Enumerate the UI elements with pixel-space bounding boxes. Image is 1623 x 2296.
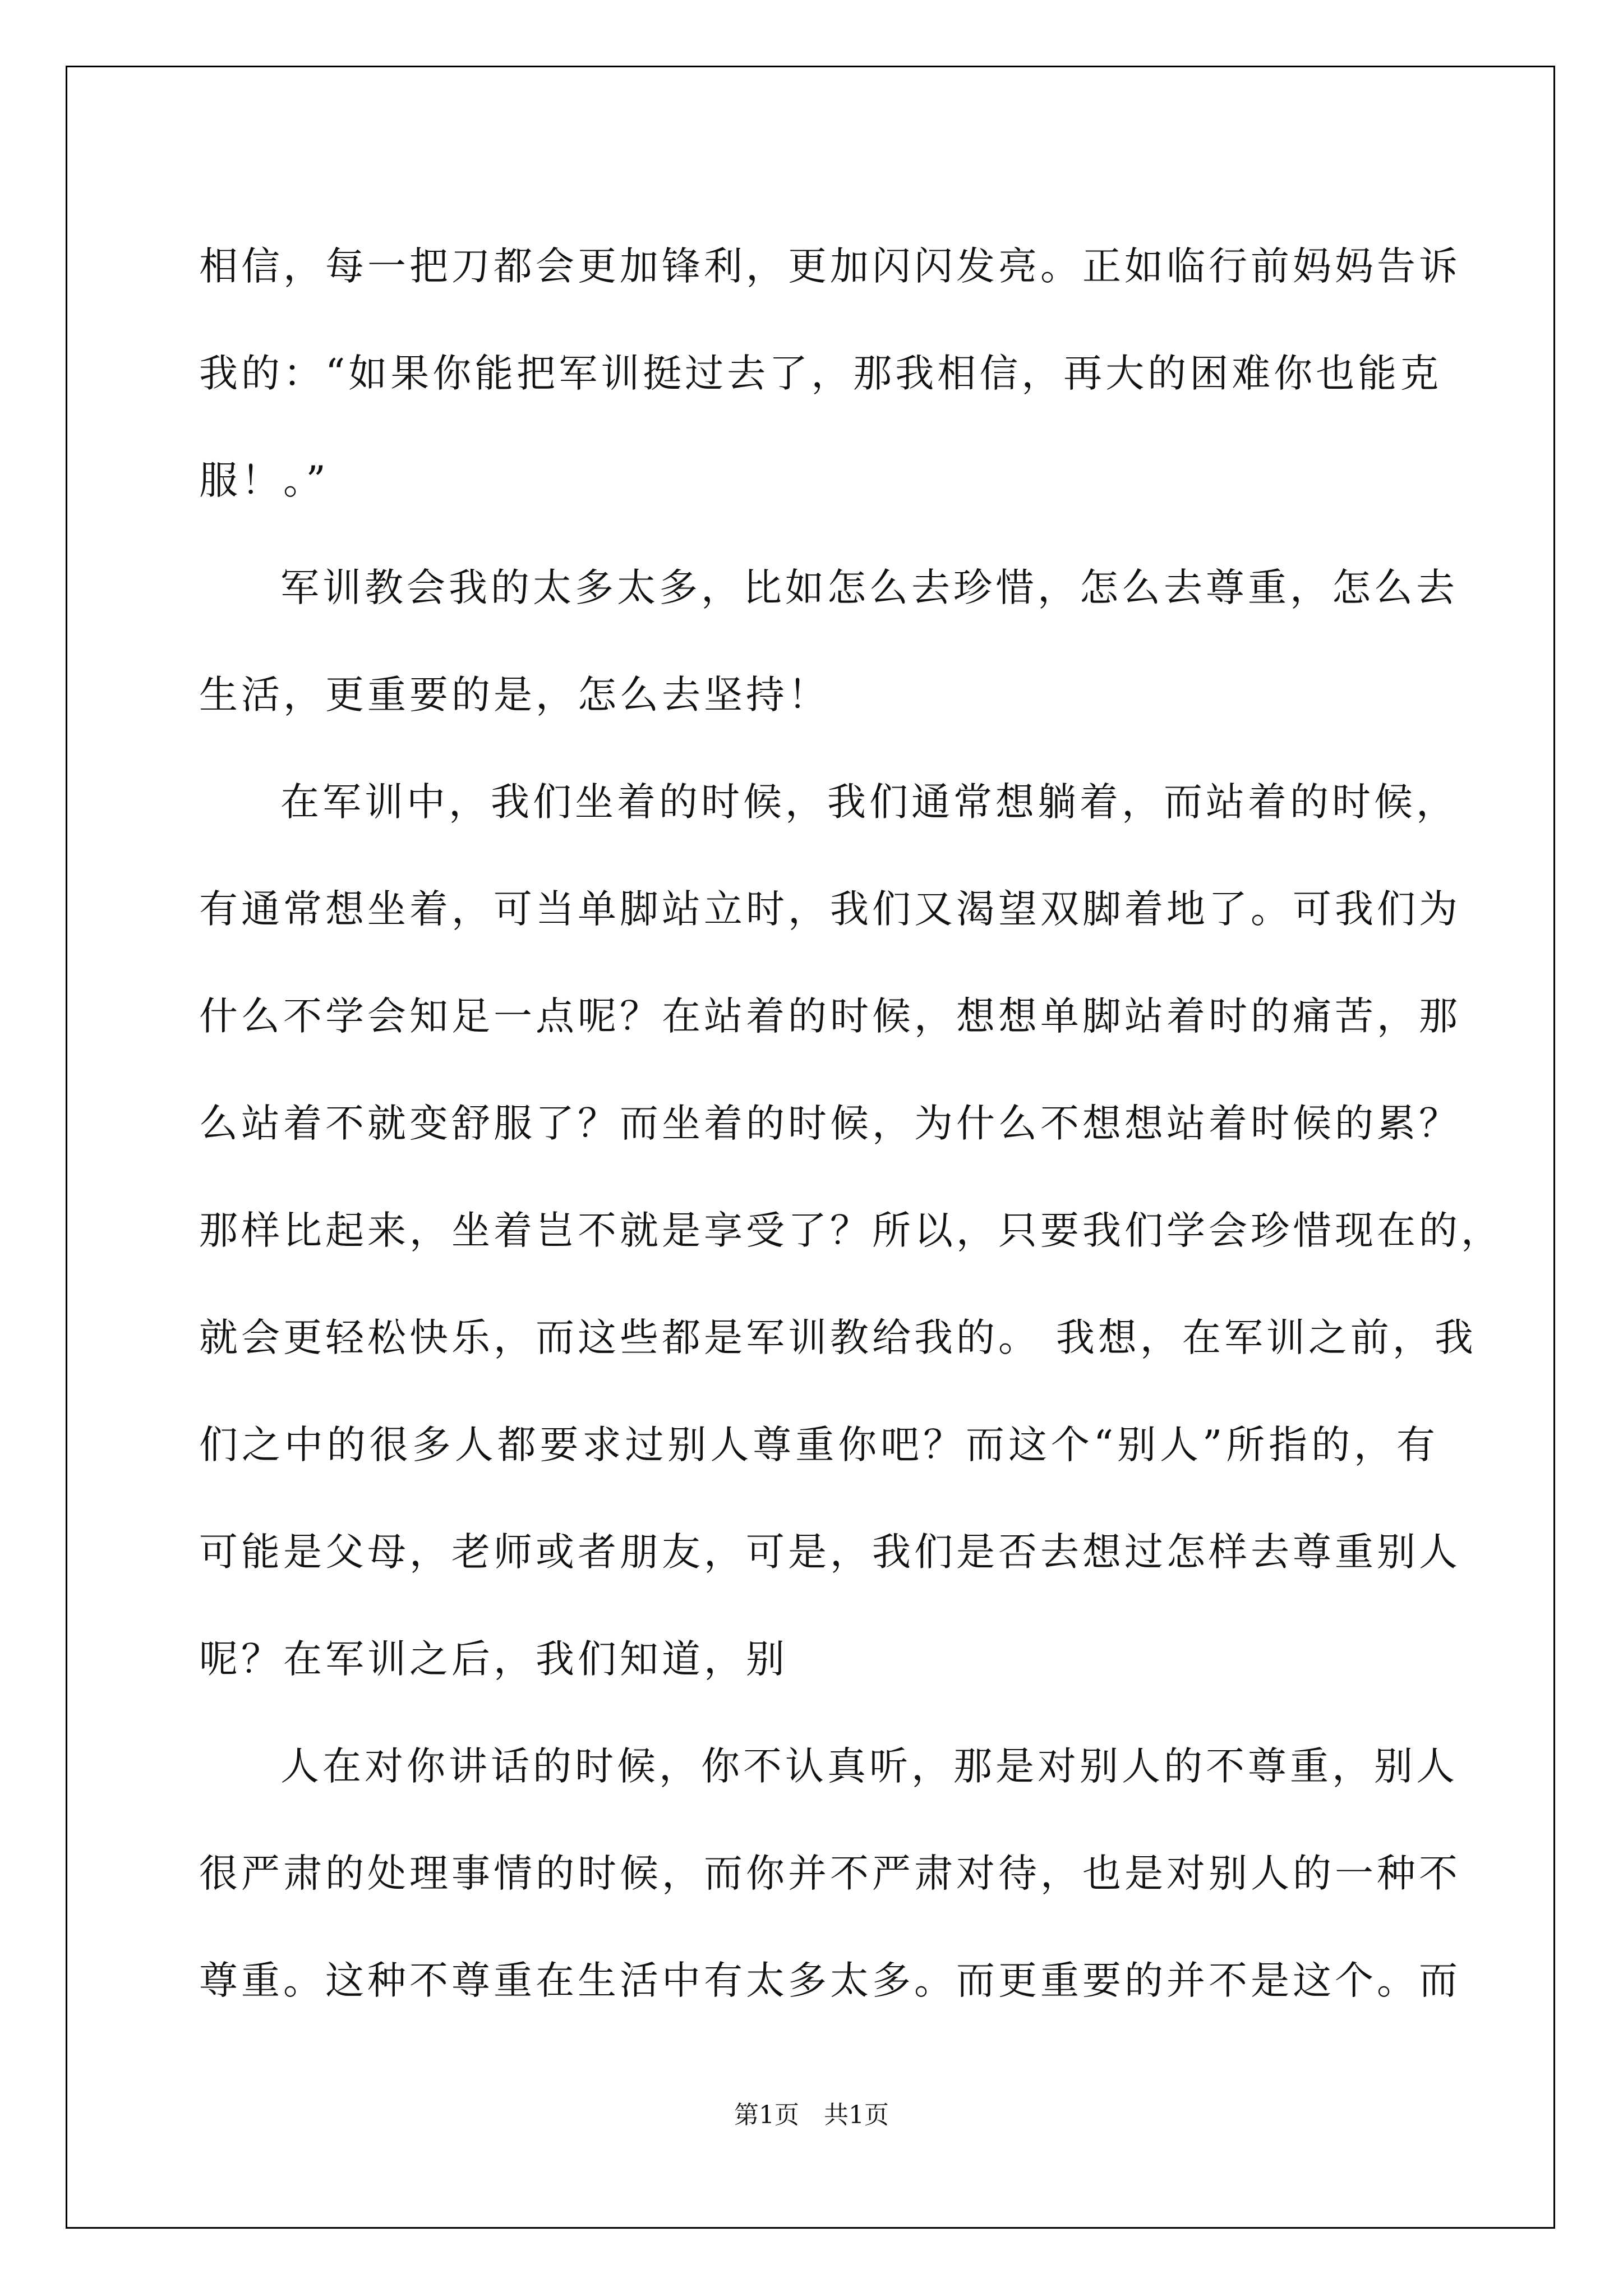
text-line: 我的：“如果你能把军训挺过去了，那我相信，再大的困难你也能克 [199, 351, 1442, 396]
document-body [199, 213, 1503, 2035]
text-line: 在军训中，我们坐着的时候，我们通常想躺着，而站着的时候， [280, 780, 1458, 825]
text-line: 很严肃的处理事情的时候，而你并不严肃对待，也是对别人的一种不 [199, 1851, 1461, 1896]
text-line: 有通常想坐着，可当单脚站立时，我们又渴望双脚着地了。可我们为 [199, 887, 1461, 932]
page-footer: 第1页 共1页 [734, 2101, 889, 2129]
text-line: 呢？在军训之后，我们知道，别 [199, 1637, 788, 1682]
text-line: 们之中的很多人都要求过别人尊重你吧？而这个“别人”所指的，有 [199, 1423, 1438, 1467]
text-line: 什么不学会知足一点呢？在站着的时候，想想单脚站着时的痛苦，那 [199, 994, 1461, 1039]
text-line: 军训教会我的太多太多，比如怎么去珍惜，怎么去尊重，怎么去 [280, 565, 1458, 610]
text-line: 么站着不就变舒服了？而坐着的时候，为什么不想想站着时候的累？ [199, 1101, 1461, 1146]
text-line: 那样比起来，坐着岂不就是享受了？所以，只要我们学会珍惜现在的， [199, 1208, 1503, 1253]
text-line: 人在对你讲话的时候，你不认真听，那是对别人的不尊重，别人 [280, 1744, 1458, 1789]
text-line: 服！。” [199, 458, 329, 503]
text-line: 相信，每一把刀都会更加锋利，更加闪闪发亮。正如临行前妈妈告诉 [199, 244, 1461, 289]
text-line: 生活，更重要的是，怎么去坚持！ [199, 673, 830, 717]
text-line: 就会更轻松快乐，而这些都是军训教给我的。 我想，在军训之前，我 [199, 1315, 1477, 1360]
text-line: 可能是父母，老师或者朋友，可是，我们是否去想过怎样去尊重别人 [199, 1530, 1461, 1575]
text-line: 尊重。这种不尊重在生活中有太多太多。而更重要的并不是这个。而 [199, 1958, 1461, 2003]
